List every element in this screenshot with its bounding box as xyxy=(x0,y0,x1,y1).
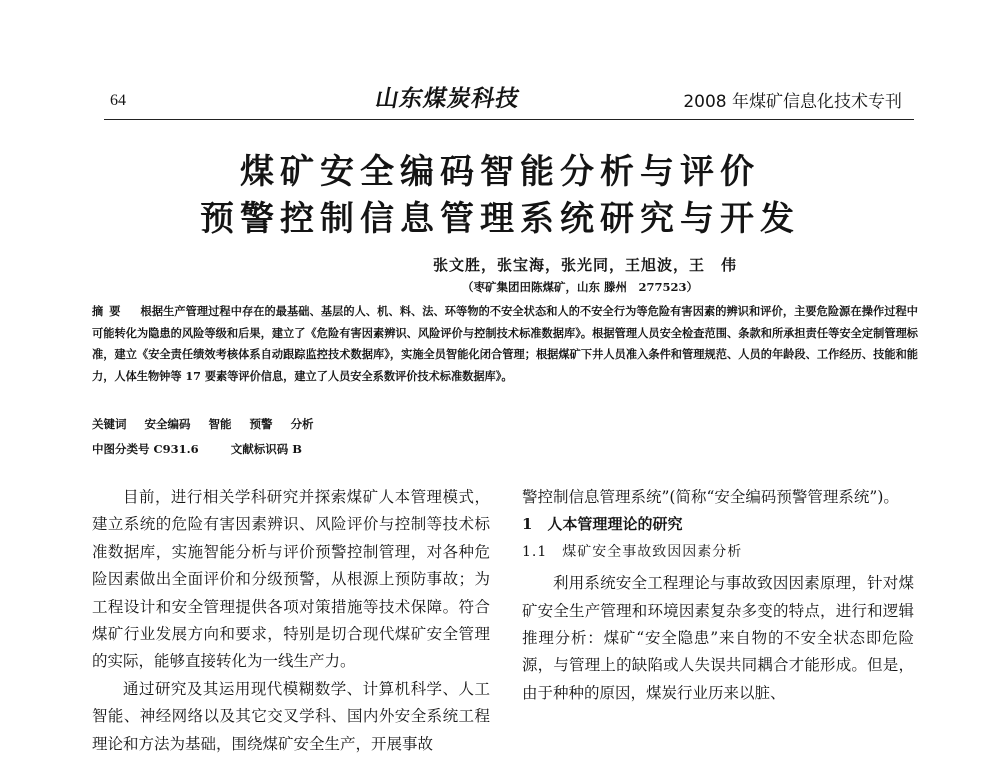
subsection-heading: 1.1 煤矿安全事故致因因素分析 xyxy=(522,543,743,560)
journal-logo: 山东煤炭科技 xyxy=(373,85,523,112)
issue-label: 2008 年煤矿信息化技术专刊 xyxy=(683,92,902,112)
keyword: 分析 xyxy=(290,417,314,431)
classification xyxy=(92,441,302,457)
authors: 张文胜，张宝海，张光同，王旭波，王 伟 xyxy=(432,256,737,274)
header-rule xyxy=(104,119,914,120)
article-title-line-1: 煤矿安全编码智能分析与评价 xyxy=(240,152,760,192)
body-column-right xyxy=(522,484,914,707)
abstract xyxy=(92,301,918,387)
affiliation: （枣矿集团田陈煤矿，山东 滕州 277523） xyxy=(461,280,698,294)
abstract-text: 根据生产管理过程中存在的最基础、基层的人、机、料、法、环等物的不安全状态和人的不安全行为等危险有害因素的辨识和评价，主要危险源在操作过程中可能转化为隐患的风险等级和后果，建立了《危险有害因素辨识、风险评价与控制技术标准数据库》。根据管理人员安全检查范围、条款和所承担责任等安全定制管理标准，建立《安全责任绩效考核体系自动跟踪监控技术数据库》，实施全员智能化闭合管理；根据煤矿下井人员准入条件和管理规范、人员的年龄段、工作经历、技能和能力，人体生物钟等 17 要素等评价信息，建立了人员安全系数评价技术标准数据库》。 xyxy=(92,304,918,383)
class-label: 中图分类号 xyxy=(92,442,150,456)
paragraph: 目前，进行相关学科研究并探索煤矿人本管理模式，建立系统的危险有害因素辨识、风险评价与控制等技术标准数据库，实施智能分析与评价预警控制管理，对各种危险因素做出全面评价和分级预警，从根源上预防事故；为工程设计和安全管理提供各项对策措施等技术保障。符合煤矿行业发展方向和要求，特别是切合现代煤矿安全管理的实际，能够直接转化为一线生产力。 xyxy=(92,488,490,671)
keywords-label: 关键词 xyxy=(92,417,127,431)
keyword: 智能 xyxy=(208,417,232,431)
section-heading: 1 人本管理理论的研究 xyxy=(522,515,683,534)
doc-code: B xyxy=(292,442,302,456)
keywords xyxy=(92,416,328,432)
doc-label: 文献标识码 xyxy=(230,442,289,456)
keyword: 预警 xyxy=(249,417,273,431)
keyword: 安全编码 xyxy=(144,417,191,431)
class-code: C931.6 xyxy=(153,442,199,456)
body-column-left xyxy=(92,484,490,758)
paragraph: 警控制信息管理系统”(简称“安全编码预警管理系统”)。 xyxy=(522,488,899,506)
page-number: 64 xyxy=(110,92,126,109)
abstract-label: 摘要 xyxy=(92,304,127,318)
paragraph: 通过研究及其运用现代模糊数学、计算机科学、人工智能、神经网络以及其它交叉学科、国内外安全系统工程理论和方法为基础，围绕煤矿安全生产，开展事故 xyxy=(92,679,490,753)
paragraph: 利用系统安全工程理论与事故致因因素原理，针对煤矿安全生产管理和环境因素复杂多变的特点，进行和逻辑推理分析：煤矿“安全隐患”来自物的不安全状态即危险源，与管理上的缺陷或人失误共同耦合才能形成。但是，由于种种的原因，煤炭行业历来以脏、 xyxy=(522,574,914,702)
article-title-line-2: 预警控制信息管理系统研究与开发 xyxy=(200,199,800,239)
